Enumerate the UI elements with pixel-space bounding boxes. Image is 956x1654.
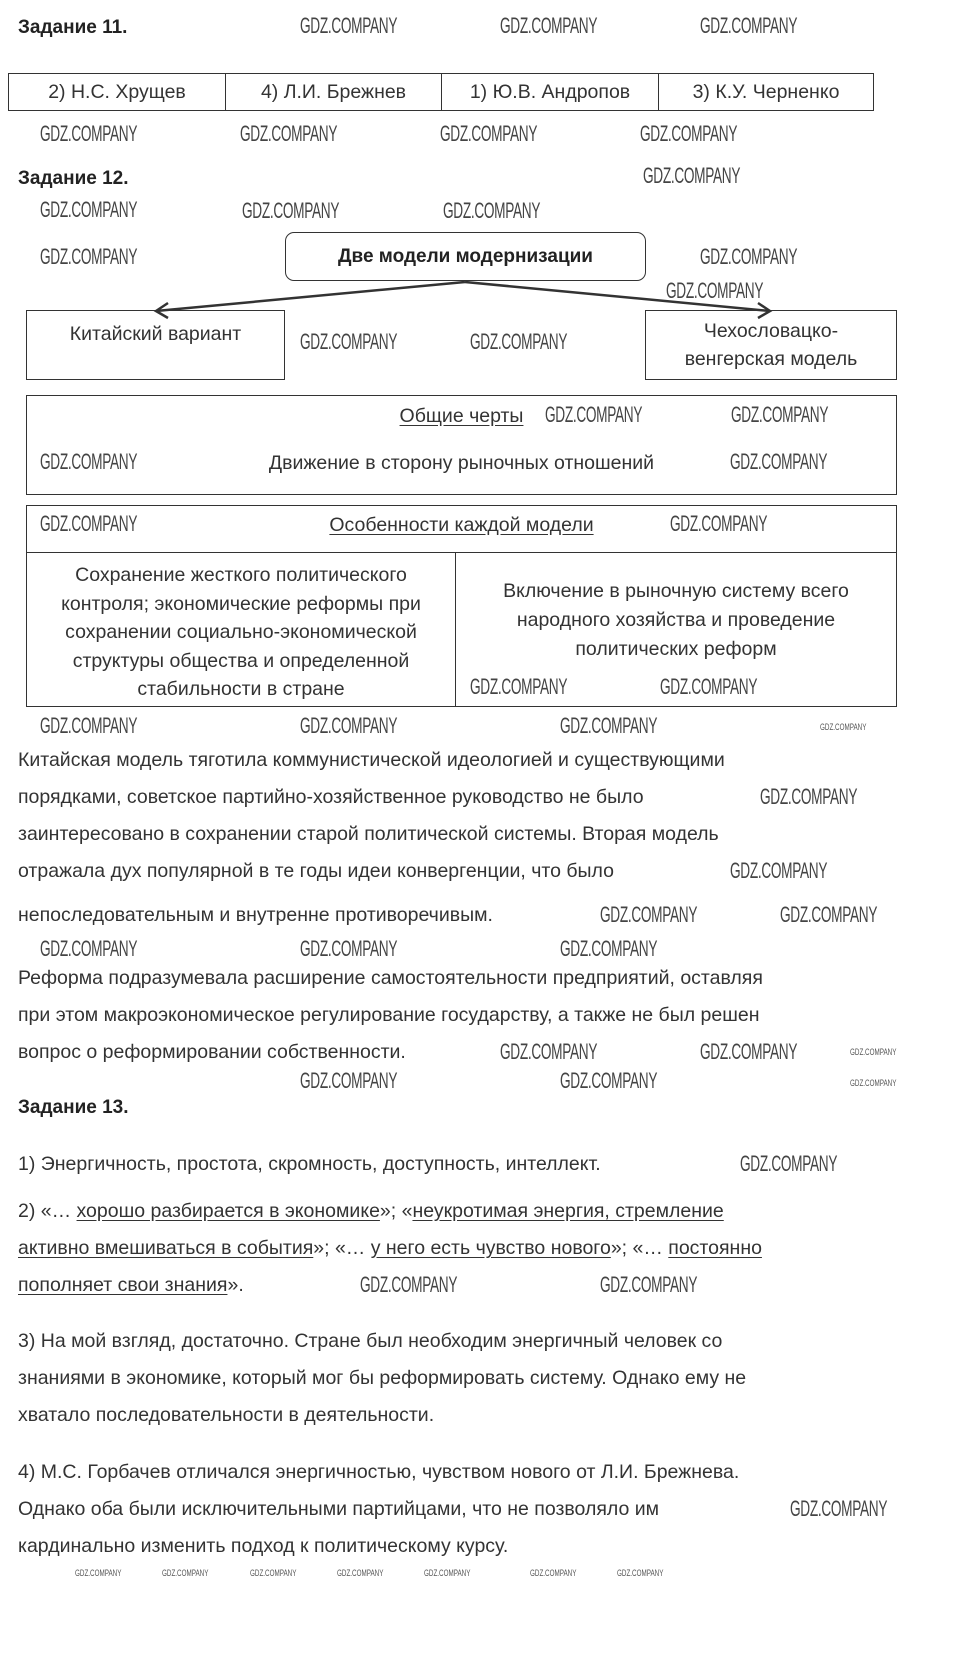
- chinese-model-label: Китайский вариант: [69, 323, 242, 345]
- feature-line: сохранении социально-экономической: [65, 621, 417, 643]
- watermark: GDZ.COMPANY: [242, 198, 340, 223]
- text-line: Реформа подразумевала расширение самостоятельности предприятий, оставляя: [18, 967, 763, 989]
- chinese-model-box: [26, 310, 285, 380]
- watermark: GDZ.COMPANY: [250, 1568, 297, 1578]
- text-line: заинтересовано в сохранении старой политической системы. Вторая модель: [18, 823, 719, 845]
- table-cell: 2) Н.С. Хрущев: [9, 74, 226, 110]
- text-line: 3) На мой взгляд, достаточно. Стране был необходим энергичный человек со: [18, 1330, 723, 1352]
- watermark: GDZ.COMPANY: [560, 936, 658, 961]
- text-line: Китайская модель тяготила коммунистической идеологией и существующими: [18, 749, 725, 771]
- text-line: знаниями в экономике, который мог бы реформировать систему. Однако ему не: [18, 1367, 747, 1389]
- table-cell: 1) Ю.В. Андропов: [442, 74, 659, 110]
- arrow-left: [156, 282, 465, 311]
- watermark: GDZ.COMPANY: [40, 713, 138, 738]
- watermark: GDZ.COMPANY: [670, 511, 768, 536]
- watermark: GDZ.COMPANY: [790, 1496, 888, 1521]
- watermark: GDZ.COMPANY: [700, 244, 798, 269]
- feature-line: политических реформ: [575, 638, 777, 660]
- watermark: GDZ.COMPANY: [617, 1568, 664, 1578]
- watermark: GDZ.COMPANY: [440, 121, 538, 146]
- common-features-text: Движение в сторону рыночных отношений: [268, 452, 655, 474]
- text-line: при этом макроэкономическое регулирование государству, а также не был решен: [18, 1004, 760, 1026]
- feature-line: структуры общества и определенной: [72, 650, 410, 672]
- text-line: 4) М.С. Горбачев отличался энергичностью, чувством нового от Л.И. Брежнева.: [18, 1461, 740, 1483]
- watermark: GDZ.COMPANY: [730, 449, 828, 474]
- answer-1: 1) Энергичность, простота, скромность, доступность, интеллект.: [18, 1153, 601, 1175]
- watermark: GDZ.COMPANY: [40, 449, 138, 474]
- feature-line: Сохранение жесткого политического: [75, 564, 407, 586]
- table-cell: 4) Л.И. Брежнев: [226, 74, 442, 110]
- czech-hungarian-model-box: [645, 310, 897, 380]
- quote: активно вмешиваться в события: [18, 1237, 314, 1259]
- watermark: GDZ.COMPANY: [424, 1568, 471, 1578]
- task11-heading: Задание 11.: [18, 17, 128, 38]
- watermark: GDZ.COMPANY: [660, 674, 758, 699]
- watermark: GDZ.COMPANY: [500, 1039, 598, 1064]
- watermark: GDZ.COMPANY: [545, 402, 643, 427]
- watermark: GDZ.COMPANY: [600, 902, 698, 927]
- watermark: GDZ.COMPANY: [560, 1068, 658, 1093]
- watermark: GDZ.COMPANY: [666, 278, 764, 303]
- watermark: GDZ.COMPANY: [730, 858, 828, 883]
- watermark: GDZ.COMPANY: [820, 722, 867, 732]
- text: »; «: [379, 1200, 413, 1222]
- watermark: GDZ.COMPANY: [40, 936, 138, 961]
- watermark: GDZ.COMPANY: [75, 1568, 122, 1578]
- quote: постоянно: [668, 1237, 762, 1259]
- table-cell: 3) К.У. Черненко: [692, 80, 840, 103]
- common-features-title: Общие черты: [399, 405, 524, 427]
- model-label-line: венгерская модель: [684, 348, 858, 370]
- task12-heading: Задание 12.: [18, 168, 129, 189]
- watermark: GDZ.COMPANY: [850, 1047, 897, 1057]
- text: 2) «…: [18, 1200, 77, 1222]
- quote: хорошо разбирается в экономике: [76, 1200, 380, 1222]
- text: »; «…: [610, 1237, 669, 1259]
- task13-heading: Задание 13.: [18, 1097, 129, 1118]
- watermark: GDZ.COMPANY: [760, 784, 858, 809]
- watermark: GDZ.COMPANY: [40, 197, 138, 222]
- model-label-line: Чехословацко-: [703, 320, 839, 342]
- watermark: GDZ.COMPANY: [300, 936, 398, 961]
- quote: пополняет свои знания: [18, 1274, 228, 1296]
- watermark: GDZ.COMPANY: [40, 244, 138, 269]
- watermark: GDZ.COMPANY: [162, 1568, 209, 1578]
- watermark: GDZ.COMPANY: [731, 402, 829, 427]
- text-line: порядками, советское партийно-хозяйственное руководство не было: [18, 786, 644, 808]
- features-title: Особенности каждой модели: [329, 514, 594, 536]
- text-line: [18, 1236, 762, 1260]
- text-line: непоследовательным и внутренне противоречивым.: [18, 904, 493, 926]
- text-line: [18, 1199, 724, 1223]
- text-line: кардинально изменить подход к политическому курсу.: [18, 1535, 509, 1557]
- watermark: GDZ.COMPANY: [600, 1272, 698, 1297]
- watermark: GDZ.COMPANY: [40, 511, 138, 536]
- watermark: GDZ.COMPANY: [300, 1068, 398, 1093]
- watermark: GDZ.COMPANY: [300, 13, 398, 38]
- watermark: GDZ.COMPANY: [500, 13, 598, 38]
- watermark: GDZ.COMPANY: [470, 329, 568, 354]
- watermark: GDZ.COMPANY: [700, 13, 798, 38]
- feature-line: контроля; экономические реформы при: [61, 593, 421, 615]
- watermark: GDZ.COMPANY: [700, 1039, 798, 1064]
- watermark: GDZ.COMPANY: [300, 329, 398, 354]
- quote: неукротимая энергия, стремление: [412, 1200, 724, 1222]
- watermark: GDZ.COMPANY: [850, 1078, 897, 1088]
- watermark: GDZ.COMPANY: [300, 713, 398, 738]
- watermark: GDZ.COMPANY: [470, 674, 568, 699]
- text-line: отражала дух популярной в те годы идеи конвергенции, что было: [18, 860, 614, 882]
- quote: у него есть чувство нового: [370, 1237, 611, 1259]
- watermark: GDZ.COMPANY: [443, 198, 541, 223]
- watermark: GDZ.COMPANY: [643, 163, 741, 188]
- feature-line: Включение в рыночную систему всего: [503, 580, 849, 602]
- text-line: хватало последовательности в деятельности.: [18, 1404, 435, 1426]
- text-line: вопрос о реформировании собственности.: [18, 1041, 406, 1063]
- diagram-title-box: Две модели модернизации: [285, 232, 646, 281]
- watermark: GDZ.COMPANY: [337, 1568, 384, 1578]
- watermark: GDZ.COMPANY: [530, 1568, 577, 1578]
- feature-line: стабильности в стране: [137, 678, 345, 700]
- text-line: Однако оба были исключительными партийцами, что не позволяло им: [18, 1498, 660, 1520]
- watermark: GDZ.COMPANY: [240, 121, 338, 146]
- watermark: GDZ.COMPANY: [780, 902, 878, 927]
- text: »; «…: [313, 1237, 371, 1259]
- text-line: [18, 1273, 244, 1297]
- divider: [27, 552, 896, 553]
- watermark: GDZ.COMPANY: [640, 121, 738, 146]
- watermark: GDZ.COMPANY: [560, 713, 658, 738]
- watermark: GDZ.COMPANY: [740, 1151, 838, 1176]
- feature-line: народного хозяйства и проведение: [516, 609, 836, 631]
- watermark: GDZ.COMPANY: [360, 1272, 458, 1297]
- watermark: GDZ.COMPANY: [40, 121, 138, 146]
- text: ».: [227, 1274, 244, 1296]
